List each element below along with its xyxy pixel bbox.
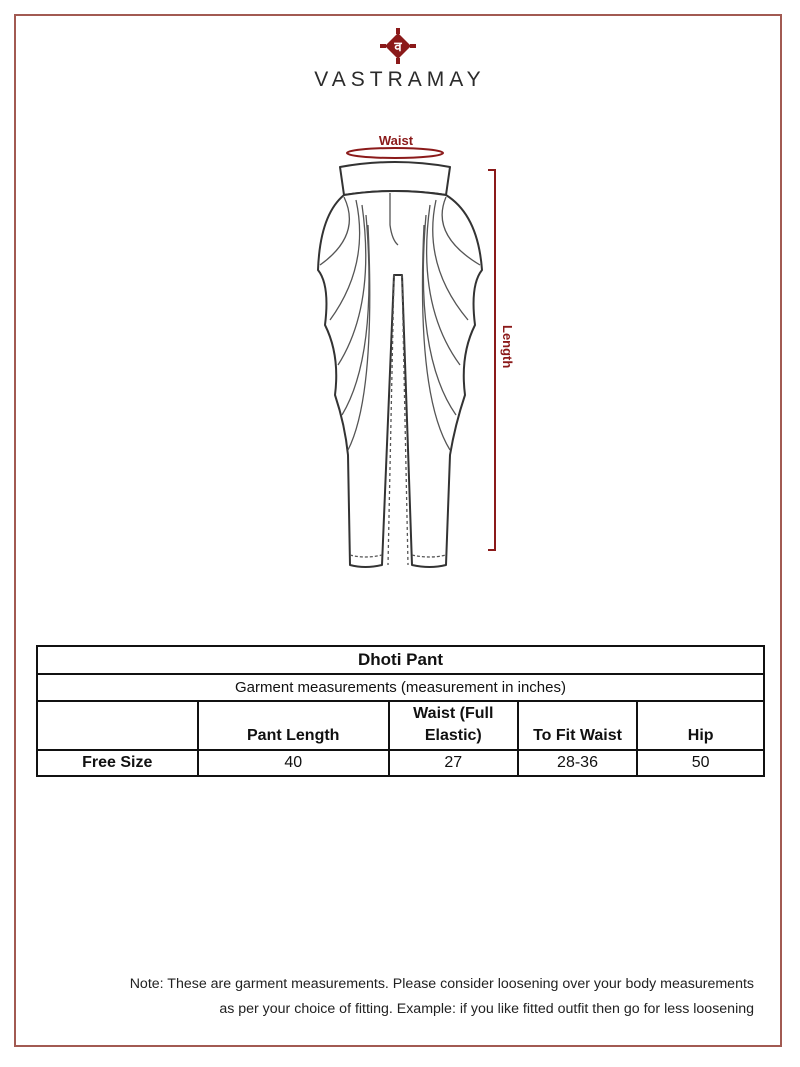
header-cell-hip: Hip bbox=[637, 701, 764, 750]
waist-label: Waist bbox=[378, 133, 414, 148]
waist-marker bbox=[347, 148, 443, 158]
cell-size: Free Size bbox=[37, 750, 198, 776]
measurement-table bbox=[36, 645, 765, 777]
length-label: Length bbox=[500, 325, 515, 369]
table-header-row bbox=[37, 701, 764, 750]
measurement-note bbox=[36, 972, 754, 1022]
header-cell-pant-length: Pant Length bbox=[198, 701, 389, 750]
logo-letter: व bbox=[394, 40, 402, 55]
header-cell-to-fit-waist: To Fit Waist bbox=[518, 701, 638, 750]
vastramay-logo-icon bbox=[380, 28, 416, 64]
length-marker bbox=[488, 170, 495, 550]
header-cell-waist: Waist (Full Elastic) bbox=[389, 701, 518, 750]
pants-outline bbox=[318, 162, 482, 567]
cell-waist: 27 bbox=[389, 750, 518, 776]
table-title: Dhoti Pant bbox=[37, 646, 764, 674]
cell-pant-length: 40 bbox=[198, 750, 389, 776]
note-line-2: as per your choice of fitting. Example: if you like fitted outfit then go for less loosening bbox=[219, 1001, 754, 1017]
table-row bbox=[37, 750, 764, 776]
header-cell-size bbox=[37, 701, 198, 750]
dhoti-pant-illustration bbox=[290, 125, 530, 575]
brand-name: VASTRAMAY bbox=[314, 68, 486, 91]
cell-to-fit-waist: 28-36 bbox=[518, 750, 638, 776]
table-subtitle: Garment measurements (measurement in inches) bbox=[37, 674, 764, 701]
cell-hip: 50 bbox=[637, 750, 764, 776]
note-line-1: Note: These are garment measurements. Please consider loosening over your body measurements bbox=[129, 976, 754, 992]
